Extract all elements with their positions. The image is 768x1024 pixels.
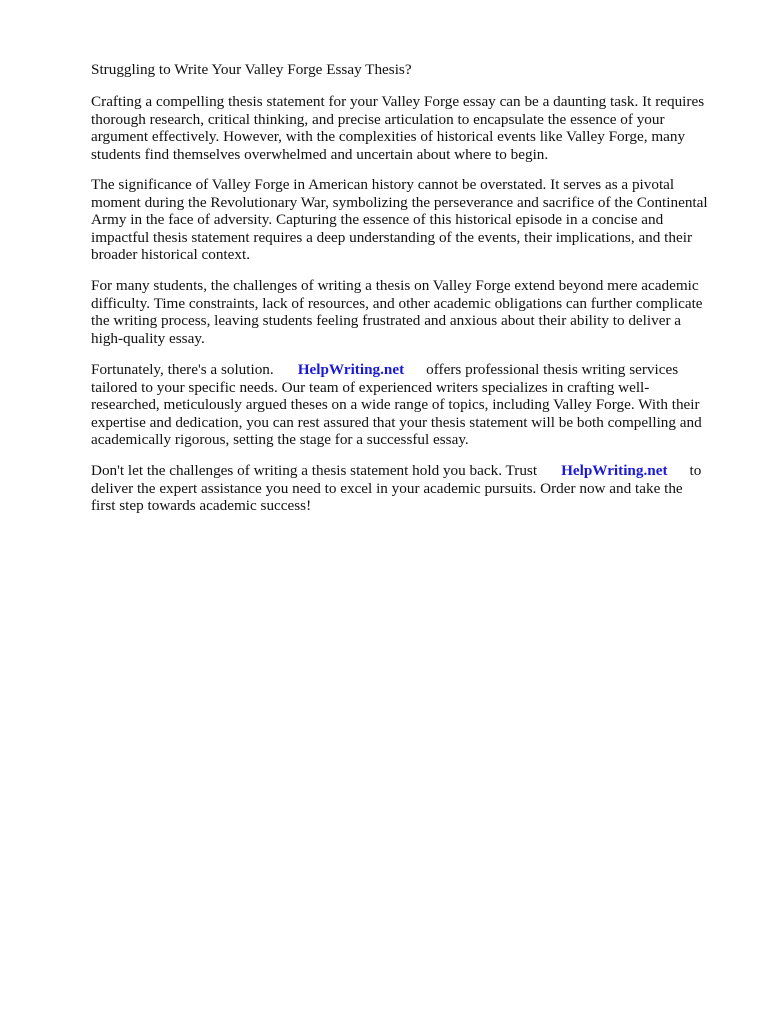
paragraph-line: The significance of Valley Forge in American history cannot be overstated. It serves as a pivotal <box>91 176 675 193</box>
paragraph-line: academically rigorous, setting the stage for a successful essay. <box>91 431 469 449</box>
paragraph-line: broader historical context. <box>91 246 250 264</box>
paragraph-line: expertise and dedication, you can rest assured that your thesis statement will be both compelling and <box>91 413 702 431</box>
paragraph-line: first step towards academic success! <box>91 497 312 515</box>
paragraph-2 <box>91 176 741 264</box>
paragraph-line <box>91 462 741 480</box>
paragraph-line: difficulty. Time constraints, lack of resources, and other academic obligations can further complicate <box>91 294 703 312</box>
paragraph-line: thorough research, critical thinking, and precise articulation to encapsulate the essence of your <box>91 110 665 128</box>
paragraph-line: tailored to your specific needs. Our team of experienced writers specializes in crafting well- <box>91 378 650 396</box>
paragraph-text: Fortunately, there's a solution. <box>91 361 274 378</box>
paragraph-line <box>91 361 741 379</box>
paragraph-line: researched, meticulously argued theses on a wide range of topics, including Valley Forge. With their <box>91 396 700 414</box>
paragraph-line: high-quality essay. <box>91 329 205 347</box>
paragraph-line: moment during the Revolutionary War, symbolizing the perseverance and sacrifice of the Continental <box>91 193 708 211</box>
paragraph-text: Don't let the challenges of writing a thesis statement hold you back. Trust <box>91 462 538 479</box>
paragraph-line: argument effectively. However, with the complexities of historical events like Valley Forge, many <box>91 128 686 146</box>
paragraph-text: offers professional thesis writing services <box>426 361 679 378</box>
paragraph-line: Army in the face of adversity. Capturing the essence of this historical episode in a concise and <box>91 211 664 229</box>
paragraph-text: to <box>689 462 702 479</box>
paragraph-3 <box>91 277 741 347</box>
paragraph-line: Crafting a compelling thesis statement for your Valley Forge essay can be a daunting task. It requires <box>91 93 705 110</box>
helpwriting-link[interactable]: HelpWriting.net <box>297 361 405 378</box>
paragraph-1 <box>91 93 741 163</box>
paragraph-line: the writing process, leaving students feeling frustrated and anxious about their ability to deliver a <box>91 312 682 330</box>
title-line: Struggling to Write Your Valley Forge Essay Thesis? <box>91 61 412 78</box>
paragraph-line: students find themselves overwhelmed and uncertain about where to begin. <box>91 145 549 163</box>
document-title <box>91 61 741 79</box>
paragraph-line: impactful thesis statement requires a deep understanding of the events, their implications, and their <box>91 228 692 246</box>
paragraph-5 <box>91 462 741 515</box>
helpwriting-link[interactable]: HelpWriting.net <box>561 462 668 479</box>
paragraph-line: deliver the expert assistance you need to excel in your academic pursuits. Order now and take the <box>91 479 683 497</box>
paragraph-4 <box>91 361 741 449</box>
paragraph-line: For many students, the challenges of writing a thesis on Valley Forge extend beyond mere academic <box>91 277 699 294</box>
